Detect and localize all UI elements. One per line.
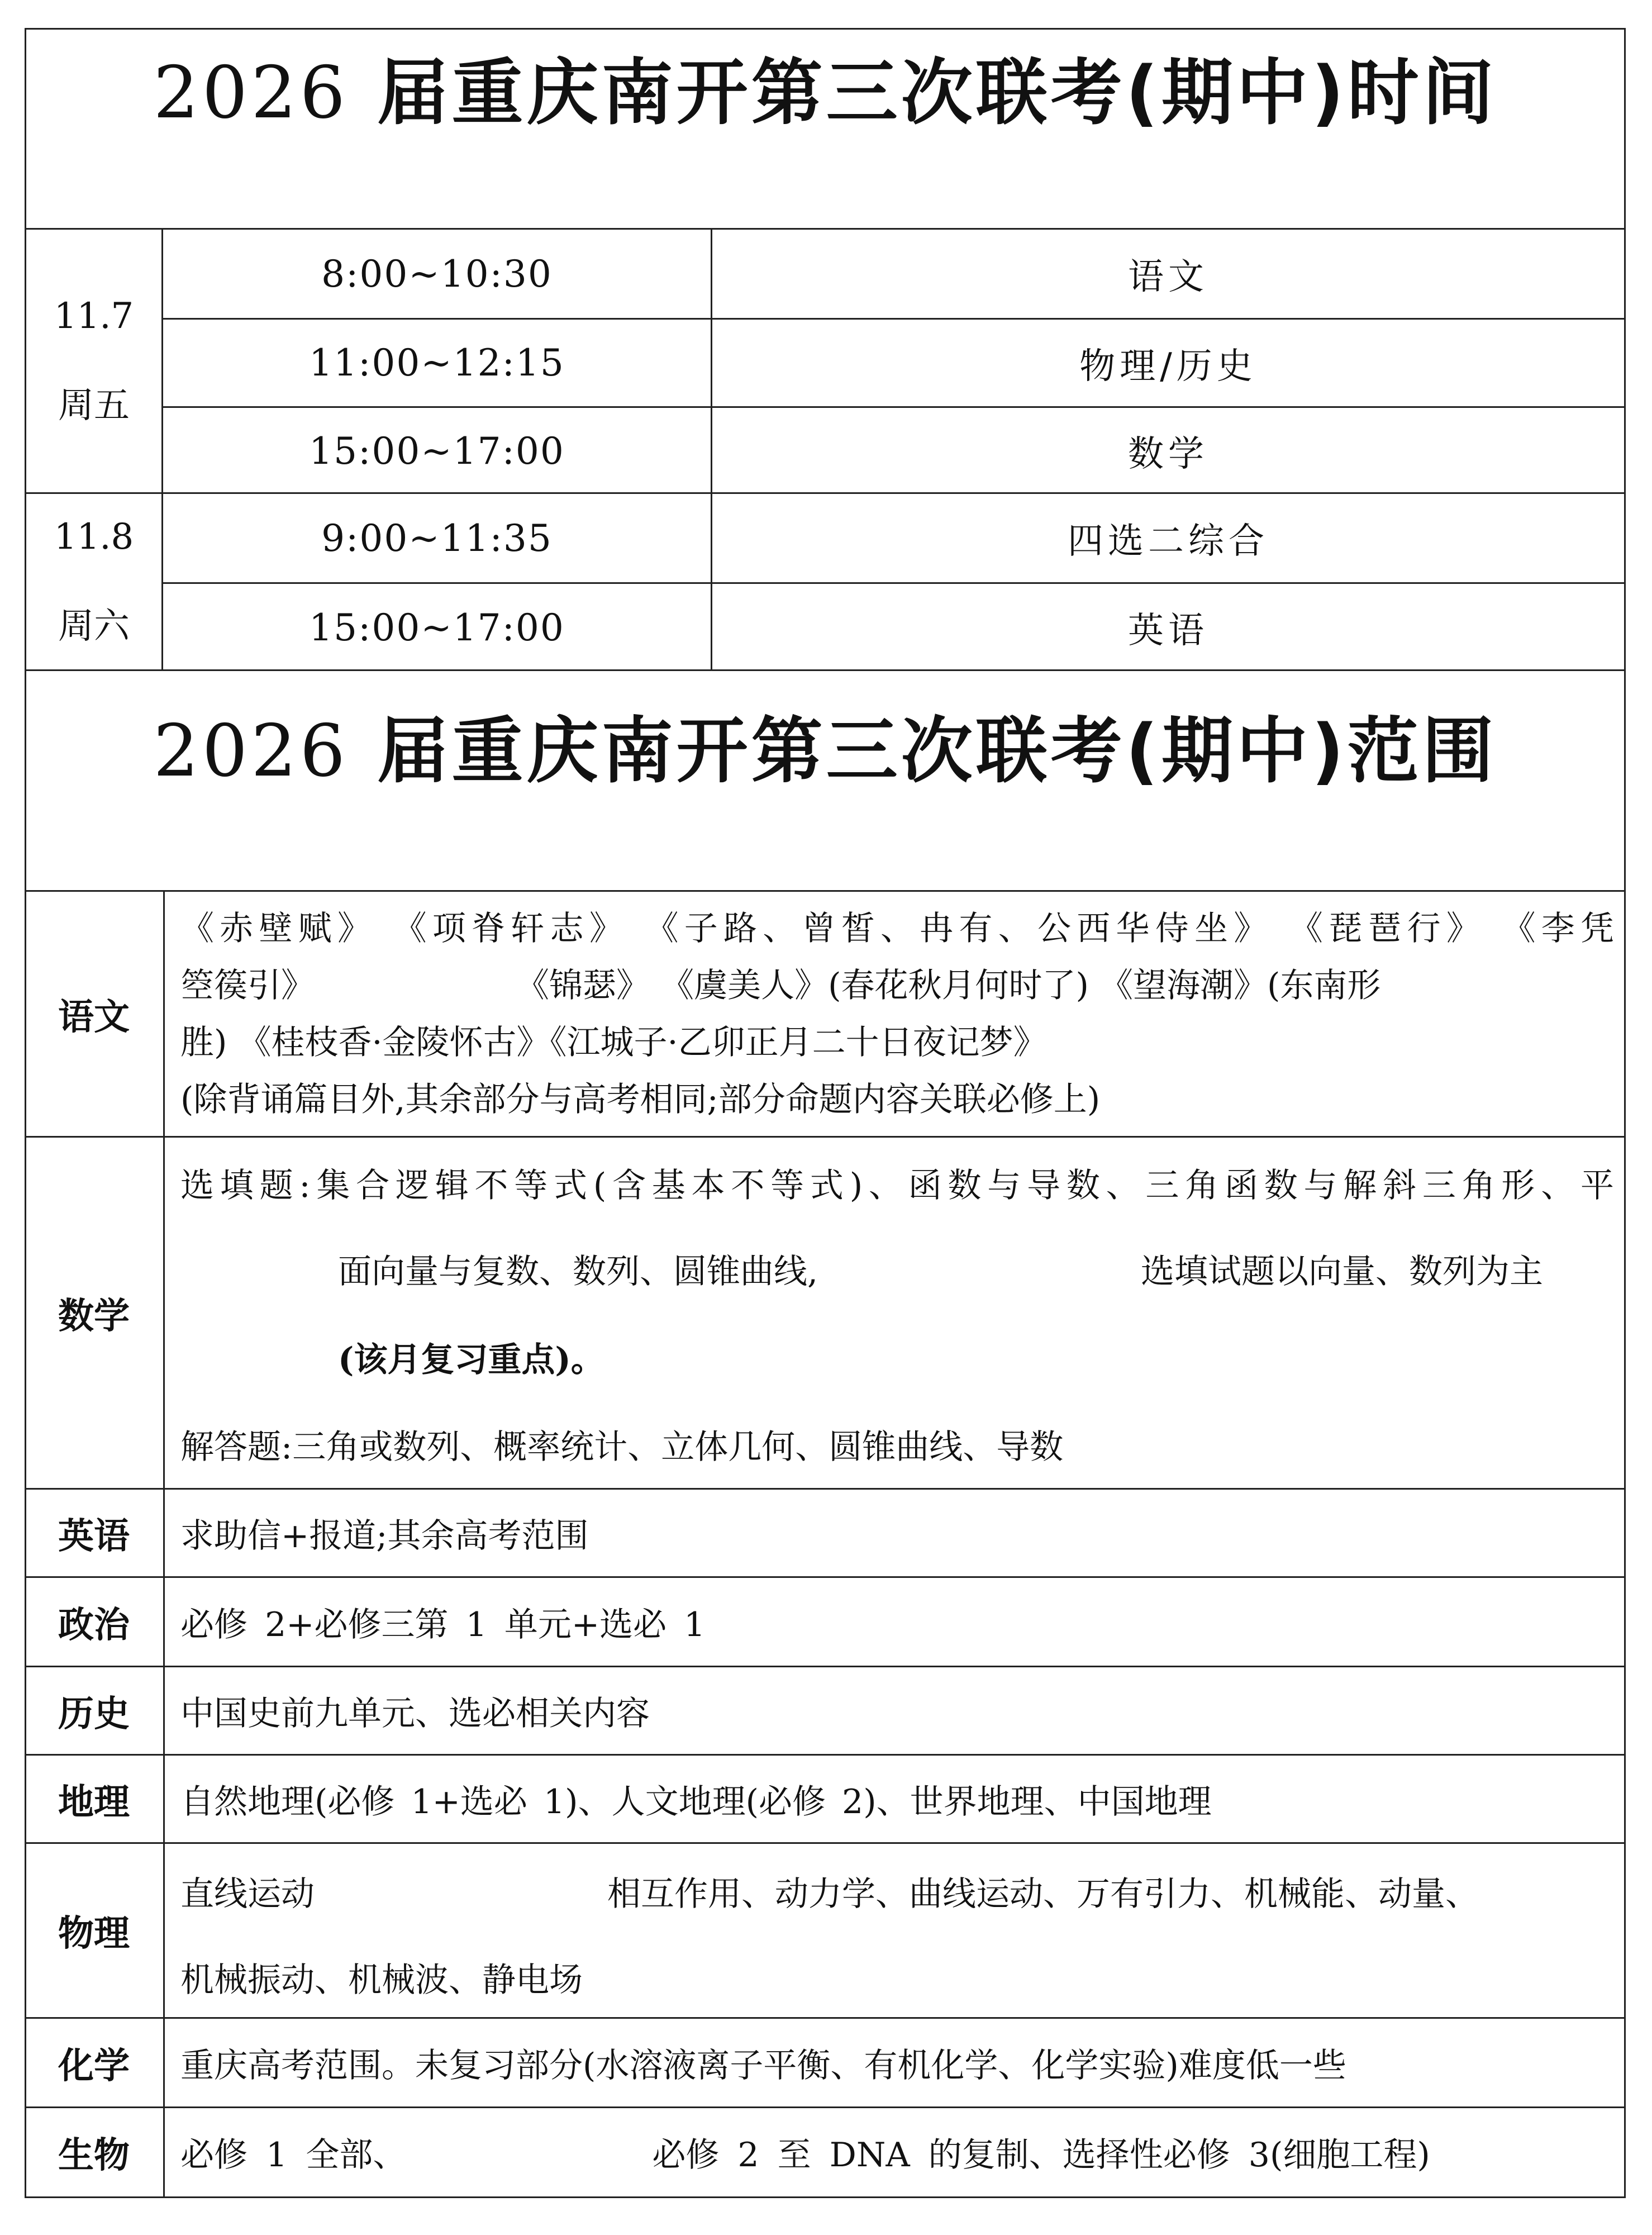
- sessions-day-2: [161, 494, 1624, 669]
- schedule-title: 2026 届重庆南开第三次联考(期中)时间: [153, 51, 1497, 135]
- scope-row-chemistry: [26, 2017, 1624, 2106]
- subject-label: 物理: [58, 1913, 130, 1955]
- scope-row-english: [26, 1488, 1624, 1576]
- day-label-1: [26, 230, 161, 492]
- subject-label: 语文: [58, 996, 130, 1038]
- scope-title-row: [26, 669, 1624, 890]
- day-weekday: 周五: [58, 385, 130, 426]
- subject-label: 英语: [58, 1515, 130, 1557]
- scope-line: 机械振动、机械波、静电场: [180, 1961, 583, 2000]
- scope-line: 面向量与复数、数列、圆锥曲线,: [338, 1252, 818, 1291]
- scope-content-biology: 必修 1 全部、 必修 2 至 DNA 的复制、选择性必修 3(细胞工程): [163, 2108, 1624, 2196]
- session-time: 8:00~10:30: [321, 252, 553, 296]
- subject-label: 化学: [58, 2045, 130, 2087]
- scope-row-history: [26, 1666, 1624, 1754]
- scope-line: (除背诵篇目外,其余部分与高考相同;部分命题内容关联必修上): [180, 1080, 1101, 1119]
- scope-line: 胜) 《桂枝香·金陵怀古》《江城子·乙卯正月二十日夜记梦》: [180, 1023, 1047, 1062]
- session-subject: 英语: [711, 584, 1624, 671]
- session-subject: 语文: [711, 230, 1624, 318]
- scope-line: 选填题:集合逻辑不等式(含基本不等式)、函数与导数、三角函数与解斜三角形、平: [180, 1166, 1614, 1205]
- scope-content-geography: 自然地理(必修 1+选必 1)、人文地理(必修 2)、世界地理、中国地理: [163, 1756, 1624, 1842]
- subject-label: 地理: [58, 1781, 130, 1823]
- sessions-day-1: [161, 230, 1624, 492]
- schedule-title-row: [26, 30, 1624, 228]
- session-row: [163, 582, 1624, 671]
- day-date: 11.7: [54, 296, 134, 337]
- day-date: 11.8: [54, 516, 134, 558]
- scope-line: 箜篌引》 《锦瑟》 《虞美人》(春花秋月何时了) 《望海潮》(东南形: [180, 966, 1381, 1005]
- scope-title: 2026 届重庆南开第三次联考(期中)范围: [153, 710, 1497, 793]
- subject-label: 历史: [58, 1693, 130, 1735]
- scope-content-math: [163, 1138, 1624, 1488]
- day-block-1: [26, 228, 1624, 492]
- scope-line: 解答题:三角或数列、概率统计、立体几何、圆锥曲线、导数: [180, 1428, 1064, 1467]
- session-subject: 物理/历史: [711, 320, 1624, 406]
- session-row: [163, 494, 1624, 582]
- session-time: 15:00~17:00: [309, 606, 565, 649]
- day-weekday: 周六: [58, 606, 130, 647]
- scope-line: 直线运动: [180, 1875, 315, 1914]
- scope-content-english: 求助信+报道;其余高考范围: [163, 1490, 1624, 1576]
- scope-row-chinese: [26, 890, 1624, 1136]
- scope-line: 《赤壁赋》 《项脊轩志》 《子路、曾皙、冉有、公西华侍坐》 《琵琶行》 《李凭: [180, 909, 1614, 948]
- scope-line: 选填试题以向量、数列为主: [1141, 1252, 1543, 1291]
- scope-content-history: 中国史前九单元、选必相关内容: [163, 1667, 1624, 1754]
- scope-content-chemistry: 重庆高考范围。未复习部分(水溶液离子平衡、有机化学、化学实验)难度低一些: [163, 2019, 1624, 2106]
- session-row: [163, 230, 1624, 318]
- scope-row-geography: [26, 1754, 1624, 1842]
- scope-row-biology: [26, 2106, 1624, 2196]
- day-label-2: [26, 494, 161, 669]
- session-time: 11:00~12:15: [309, 341, 565, 384]
- scope-content-chinese: [163, 892, 1624, 1136]
- scope-row-physics: [26, 1842, 1624, 2017]
- session-row: [163, 318, 1624, 406]
- subject-label: 政治: [58, 1604, 130, 1646]
- scope-row-politics: [26, 1576, 1624, 1666]
- session-subject: 四选二综合: [711, 494, 1624, 582]
- session-time: 15:00~17:00: [309, 429, 565, 473]
- subject-label: 数学: [58, 1295, 130, 1337]
- scope-content-physics: [163, 1844, 1624, 2017]
- session-subject: 数学: [711, 408, 1624, 494]
- scope-line: 相互作用、动力学、曲线运动、万有引力、机械能、动量、: [607, 1875, 1479, 1914]
- day-block-2: [26, 492, 1624, 669]
- scope-row-math: [26, 1136, 1624, 1488]
- scope-content-politics: 必修 2+必修三第 1 单元+选必 1: [163, 1578, 1624, 1666]
- session-row: [163, 406, 1624, 494]
- scope-line: (该月复习重点)。: [338, 1340, 604, 1380]
- session-time: 9:00~11:35: [321, 516, 553, 560]
- subject-label: 生物: [58, 2135, 130, 2176]
- exam-sheet: [25, 28, 1626, 2198]
